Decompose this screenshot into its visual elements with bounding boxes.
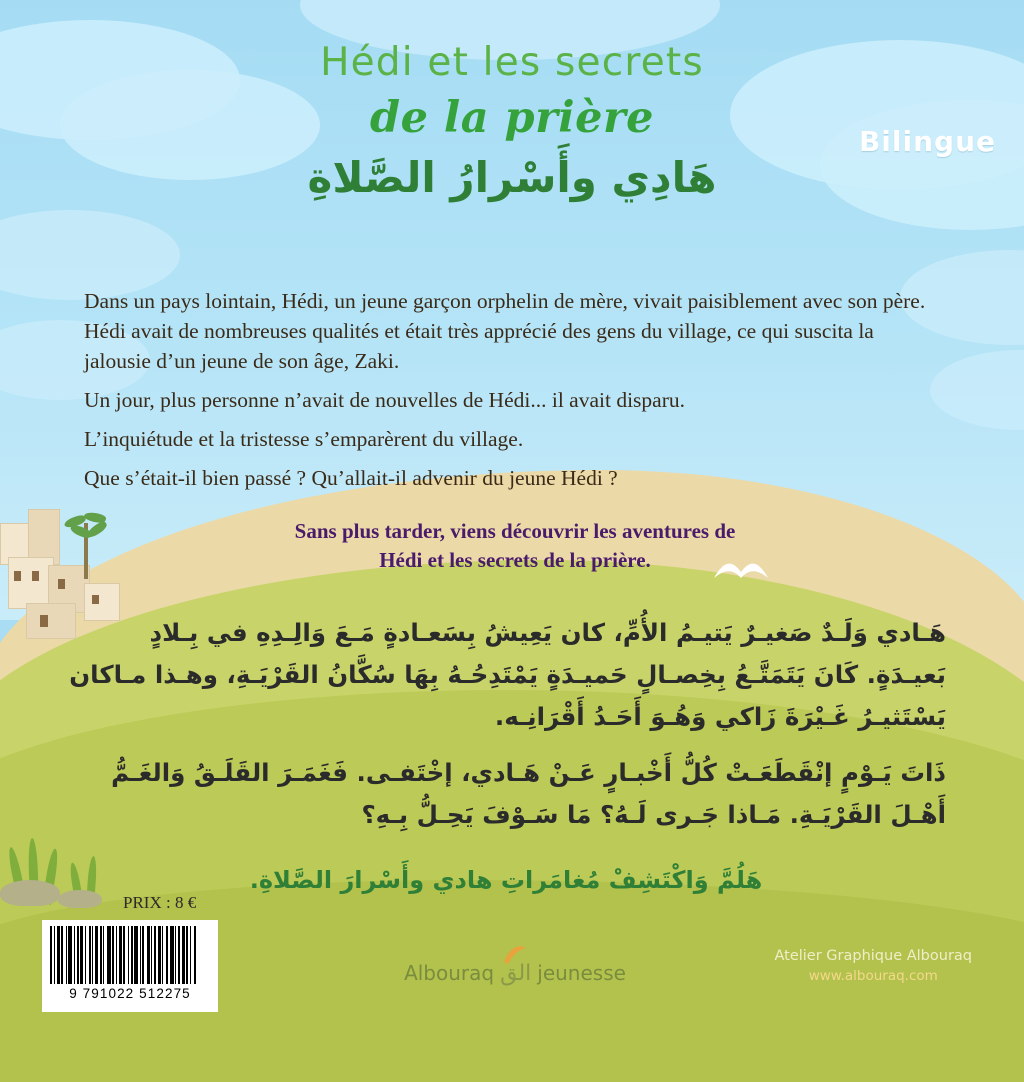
page-title-ar: هَادِي وأَسْرارُ الصَّلاةِ <box>307 153 717 202</box>
publisher-name-right: jeunesse <box>537 961 626 985</box>
paragraph: Que s’était-il bien passé ? Qu’allait-il advenir du jeune Hédi ? <box>84 466 618 490</box>
barcode-bars <box>50 926 210 984</box>
page-title-fr-line2: de la prière <box>370 93 654 143</box>
title-block <box>0 40 1024 202</box>
window <box>92 595 99 604</box>
paragraph: Dans un pays lointain, Hédi, un jeune garçon orphelin de mère, vivait paisiblement avec son père. Hédi avait de nombreuses qualités et était très apprécié des gens du village, ce qui suscita la jalousie d’un jeune de son âge, Zaki. <box>84 289 926 373</box>
window <box>58 579 65 589</box>
cta-line: Sans plus tarder, viens découvrir les aventures de <box>294 519 736 543</box>
publisher-name-left: Albouraq <box>404 961 495 985</box>
price-label: PRIX : 8 € <box>123 893 197 912</box>
bird-icon <box>712 558 770 584</box>
credit-website: www.albouraq.com <box>808 968 938 984</box>
call-to-action-french <box>84 517 946 575</box>
paragraph: Un jour, plus personne n’avait de nouvelles de Hédi... il avait disparu. <box>84 388 685 412</box>
status-badge-bilingue: Bilingue <box>858 125 996 158</box>
paragraph: هَـادي وَلَـدٌ صَغيـرٌ يَتيـمُ الأُمِّ، كان يَعِيشُ بِسَعـادةٍ مَـعَ وَالِـدِهِ في بِـلادٍ بَعيـدَةٍ. كَانَ يَتَمَتَّـعُ بِخِصـالٍ حَميـدَةٍ يَمْتَدِحُـهُ بِهَا سُكَّانُ القَرْيَـةِ، وهـذا مـاكان يَسْتَثيـرُ غَـيْرَةَ زَاكي وَهُـوَ أَحَـدُ أَقْرَانِـه. <box>69 618 946 731</box>
studio-credit <box>774 946 972 986</box>
barcode <box>42 920 218 1012</box>
synopsis-arabic <box>66 612 946 850</box>
publisher-arabic-mark: الق <box>500 960 532 986</box>
synopsis-french <box>84 286 946 502</box>
page-title-fr-line1: Hédi et les secrets <box>320 40 704 85</box>
door <box>40 615 48 627</box>
rock <box>0 880 60 906</box>
call-to-action-arabic: هَلُمَّ وَاكْتَشِفْ مُغامَراتِ هادي وأَسْرارَ الصَّلاةِ. <box>249 866 763 894</box>
paragraph: ذَاتَ يَـوْمٍ إنْقَطَعَـتْ كُلُّ أَخْبـارٍ عَـنْ هَـادي، إخْتَفـى. فَغَمَـرَ القَلَـقُ وَالغَـمُّ أَهْـلَ القَرْيَـةِ. مَـاذا جَـرى لَـهُ؟ مَا سَـوْفَ يَحِـلُّ بِـهِ؟ <box>111 758 946 829</box>
credit-studio-name: Atelier Graphique Albouraq <box>774 948 972 964</box>
barcode-number: 9 791022 512275 <box>69 986 191 1001</box>
swoosh-icon <box>502 944 528 966</box>
paragraph: L’inquiétude et la tristesse s’emparèrent du village. <box>84 427 524 451</box>
window <box>14 571 21 581</box>
window <box>32 571 39 581</box>
cta-line: Hédi et les secrets de la prière. <box>379 548 651 572</box>
